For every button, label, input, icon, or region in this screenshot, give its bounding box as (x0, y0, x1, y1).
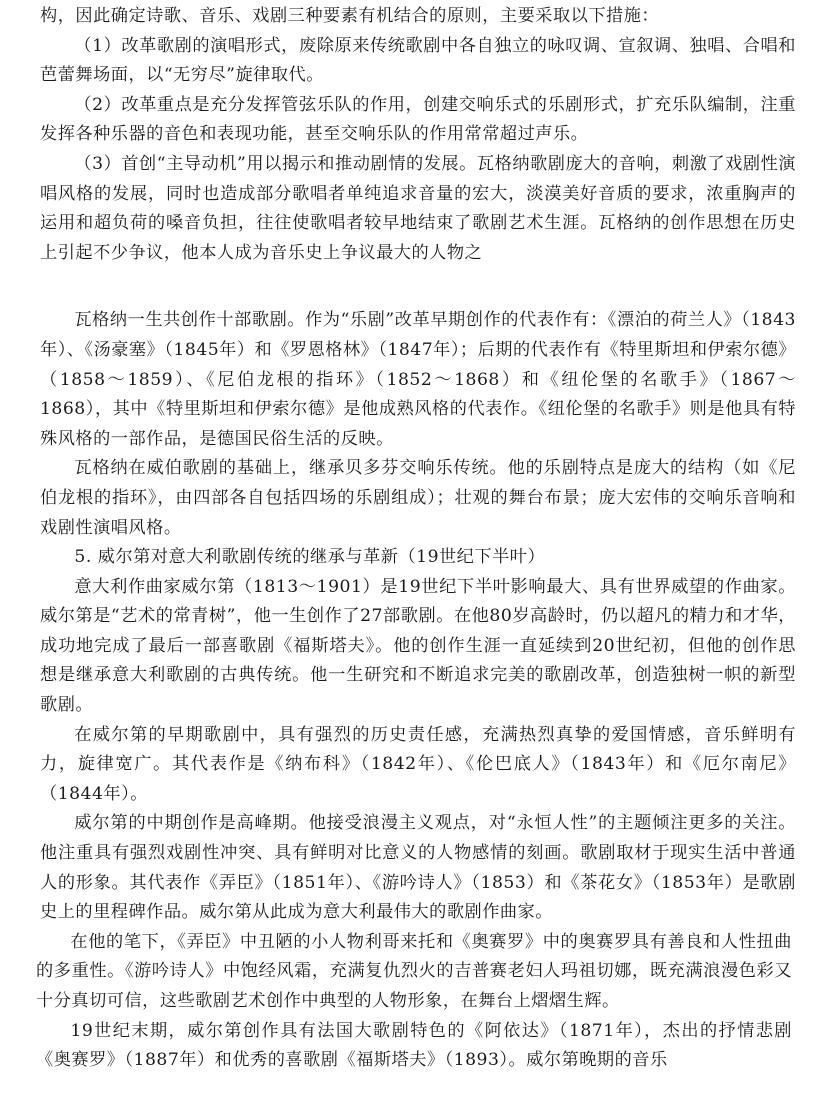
paragraph-verdi-early: 在威尔第的早期歌剧中，具有强烈的历史责任感，充满热烈真挚的爱国情感，音乐鲜明有力，旋律宽广。其代表作是《纳布科》（1842年）、《伦巴底人》（1843年）和《厄尔南尼》（1844年）。 (40, 724, 796, 804)
section-heading-verdi: 5. 威尔第对意大利歌剧传统的继承与革新（19世纪下半叶） (74, 547, 546, 568)
paragraph-verdi-characters: 在他的笔下，《弄臣》中丑陋的小人物利哥来托和《奥赛罗》中的奥赛罗具有善良和人性扭曲的多重性。《游吟诗人》中饱经风霜，充满复仇烈火的吉普赛老妇人玛祖切娜，既充满浪漫色彩又十分真切可信，这些歌剧艺术创作中典型的人物形象，在舞台上熠熠生辉。 (36, 931, 792, 1011)
paragraph-wagner-works: 瓦格纳一生共创作十部歌剧。作为“乐剧”改革早期创作的代表作有：《漂泊的荷兰人》（1843年）、《汤豪塞》（1845年）和《罗恩格林》（1847年）；后期的代表作有《特里斯坦和伊索尔德》（1858～1859）、《尼伯龙根的指环》（1852～1868）和《纽伦堡的名歌手》（1867～1868），其中《特里斯坦和伊索尔德》是他成熟风格的代表作。《纽伦堡的名歌手》则是他具有特殊风格的一部作品，是德国民俗生活的反映。 (40, 310, 796, 449)
paragraph-verdi-middle: 威尔第的中期创作是高峰期。他接受浪漫主义观点，对“永恒人性”的主题倾注更多的关注。他注重具有强烈戏剧性冲突、具有鲜明对比意义的人物感情的刻画。歌剧取材于现实生活中普通人的形象。其代表作《弄臣》（1851年）、《游吟诗人》（1853）和《茶花女》（1853年）是歌剧史上的里程碑作品。威尔第从此成为意大利最伟大的歌剧作曲家。 (40, 813, 796, 923)
paragraph-verdi-late: 19世纪末期，威尔第创作具有法国大歌剧特色的《阿依达》（1871年），杰出的抒情悲剧《奥赛罗》（1887年）和优秀的喜歌剧《福斯塔夫》（1893）。威尔第晚期的音乐 (36, 1020, 792, 1071)
paragraph-measure-2: （2）改革重点是充分发挥管弦乐队的作用，创建交响乐式的乐剧形式，扩充乐队编制，注重发挥各种乐器的音色和表现功能，甚至交响乐队的作用常常超过声乐。 (40, 94, 796, 145)
paragraph-measure-1: （1）改革歌剧的演唱形式，废除原来传统歌剧中各自独立的咏叹调、宣叙调、独唱、合唱和芭蕾舞场面，以“无穷尽”旋律取代。 (40, 35, 796, 86)
paragraph-wagner-style: 瓦格纳在威伯歌剧的基础上，继承贝多芬交响乐传统。他的乐剧特点是庞大的结构（如《尼伯龙根的指环》，由四部各自包括四场的乐剧组成）；壮观的舞台布景；庞大宏伟的交响乐音响和戏剧性演唱风格。 (40, 458, 796, 538)
paragraph-verdi-intro: 意大利作曲家威尔第（1813～1901）是19世纪下半叶影响最大、具有世界威望的作曲家。威尔第是“艺术的常青树”，他一生创作了27部歌剧。在他80岁高龄时，仍以超凡的精力和才华，成功地完成了最后一部喜歌剧《福斯塔夫》。他的创作生涯一直延续到20世纪初，但他的创作思想是继承意大利歌剧的古典传统。他一生研究和不断追求完美的歌剧改革，创造独树一帜的新型歌剧。 (40, 576, 796, 716)
paragraph-measure-3: （3）首创“主导动机”用以揭示和推动剧情的发展。瓦格纳歌剧庞大的音响，刺激了戏剧性演唱风格的发展，同时也造成部分歌唱者单纯追求音量的宏大，淡漠美好音质的要求，浓重胸声的运用和超负荷的嗓音负担，往往使歌唱者较早地结束了歌剧艺术生涯。瓦格纳的创作思想在历史上引起不少争议，他本人成为音乐史上争议最大的人物之 (40, 153, 796, 263)
paragraph-continuation: 构，因此确定诗歌、音乐、戏剧三种要素有机结合的原则，主要采取以下措施： (40, 6, 660, 26)
